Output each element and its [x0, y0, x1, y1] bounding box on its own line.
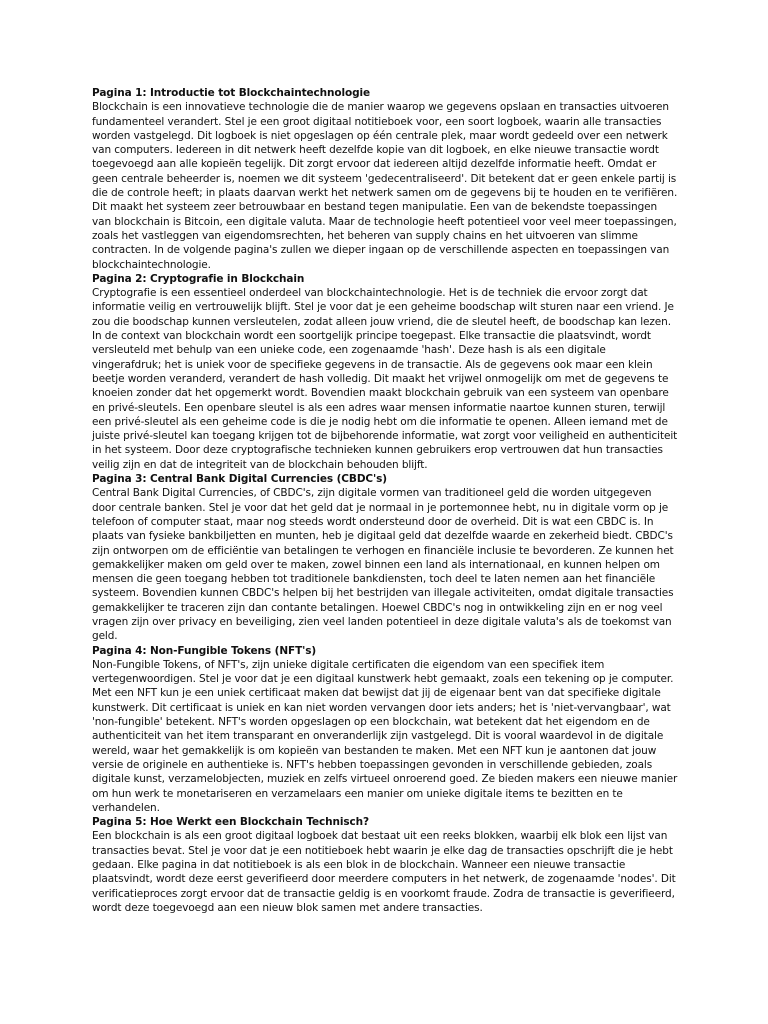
document-page: [92, 86, 678, 915]
section-paragraph: Blockchain is een innovatieve technologie die de manier waarop we gegevens opslaan en transacties uitvoeren fundamenteel verandert. Stel je een groot digitaal notitieboek voor, een soort logboek, waarin alle transacties worden vastgelegd. Dit logboek is niet opgeslagen op één centrale plek, maar wordt gedeeld over een netwerk van computers. Iedereen in dit netwerk heeft dezelfde kopie van dit logboek, en elke nieuwe transactie wordt toegevoegd aan alle kopieën tegelijk. Dit zorgt ervoor dat iedereen altijd dezelfde informatie heeft. Omdat er geen centrale beheerder is, noemen we dit systeem 'gedecentraliseerd'. Dit betekent dat er geen enkele partij is die de controle heeft; in plaats daarvan werkt het netwerk samen om de gegevens bij te houden en te verifiëren. Dit maakt het systeem zeer betrouwbaar en bestand tegen manipulatie. Een van de bekendste toepassingen van blockchain is Bitcoin, een digitale valuta. Maar de technologie heeft potentieel voor veel meer toepassingen, zoals het vastleggen van eigendomsrechten, het beheren van supply chains en het uitvoeren van slimme contracten. In de volgende pagina's zullen we dieper ingaan op de verschillende aspecten en toepassingen van blockchaintechnologie.: [92, 101, 678, 271]
section-5: [92, 815, 678, 915]
section-heading: Pagina 4: Non-Fungible Tokens (NFT's): [92, 644, 317, 657]
section-heading: Pagina 2: Cryptografie in Blockchain: [92, 272, 305, 285]
section-1: [92, 86, 678, 272]
section-heading: Pagina 3: Central Bank Digital Currencies (CBDC's): [92, 473, 387, 486]
section-paragraph: Central Bank Digital Currencies, of CBDC's, zijn digitale vormen van traditioneel geld die worden uitgegeven door centrale banken. Stel je voor dat het geld dat je normaal in je portemonnee hebt, nu in digitale vorm op je telefoon of computer staat, maar nog steeds wordt ondersteund door de overheid. Dit is wat een CBDC is. In plaats van fysieke bankbiljetten en munten, heb je digitaal geld dat dezelfde waarde en zekerheid biedt. CBDC's zijn ontworpen om de efficiëntie van betalingen te verhogen en financiële inclusie te bevorderen. Ze kunnen het gemakkelijker maken om geld over te maken, zowel binnen een land als internationaal, en kunnen helpen om mensen die geen toegang hebben tot traditionele bankdiensten, toch deel te laten nemen aan het financiële systeem. Bovendien kunnen CBDC's helpen bij het bestrijden van illegale activiteiten, omdat digitale transacties gemakkelijker te traceren zijn dan contante betalingen. Hoewel CBDC's nog in ontwikkeling zijn en er nog veel vragen zijn over privacy en beveiliging, zien veel landen potentieel in deze digitale valuta's als de toekomst van geld.: [92, 487, 674, 643]
section-2: [92, 272, 678, 472]
section-3: [92, 472, 678, 644]
section-4: [92, 644, 678, 816]
section-heading: Pagina 5: Hoe Werkt een Blockchain Technisch?: [92, 816, 370, 829]
section-paragraph: Een blockchain is als een groot digitaal logboek dat bestaat uit een reeks blokken, waarbij elk blok een lijst van transacties bevat. Stel je voor dat je een notitieboek hebt waarin je elke dag de transacties opschrijft die je hebt gedaan. Elke pagina in dat notitieboek is als een blok in de blockchain. Wanneer een nieuwe transactie plaatsvindt, wordt deze eerst geverifieerd door meerdere computers in het netwerk, de zogenaamde 'nodes'. Dit verificatieproces zorgt ervoor dat de transactie geldig is en voorkomt fraude. Zodra de transactie is geverifieerd, wordt deze toegevoegd aan een nieuw blok samen met andere transacties.: [92, 830, 676, 914]
section-paragraph: Cryptografie is een essentieel onderdeel van blockchaintechnologie. Het is de techniek die ervoor zorgt dat informatie veilig en vertrouwelijk blijft. Stel je voor dat je een geheime boodschap wilt sturen naar een vriend. Je zou die boodschap kunnen versleutelen, zodat alleen jouw vriend, die de sleutel heeft, de boodschap kan lezen. In de context van blockchain wordt een soortgelijk principe toegepast. Elke transactie die plaatsvindt, wordt versleuteld met behulp van een unieke code, een zogenaamde 'hash'. Deze hash is als een digitale vingerafdruk; het is uniek voor de specifieke gegevens in de transactie. Als de gegevens ook maar een klein beetje worden veranderd, verandert de hash volledig. Dit maakt het vrijwel onmogelijk om met de gegevens te knoeien zonder dat het opgemerkt wordt. Bovendien maakt blockchain gebruik van een systeem van openbare en privé-sleutels. Een openbare sleutel is als een adres waar mensen informatie naartoe kunnen sturen, terwijl een privé-sleutel als een geheime code is die je nodig hebt om die informatie te openen. Alleen iemand met de juiste privé-sleutel kan toegang krijgen tot de bijbehorende informatie, wat zorgt voor veiligheid en authenticiteit in het systeem. Door deze cryptografische technieken kunnen gebruikers erop vertrouwen dat hun transacties veilig zijn en dat de integriteit van de blockchain behouden blijft.: [92, 287, 678, 471]
section-paragraph: Non-Fungible Tokens, of NFT's, zijn unieke digitale certificaten die eigendom van een specifiek item vertegenwoordigen. Stel je voor dat je een digitaal kunstwerk hebt gemaakt, zoals een tekening op je computer. Met een NFT kun je een uniek certificaat maken dat bewijst dat jij de eigenaar bent van dat specifieke digitale kunstwerk. Dit certificaat is uniek en kan niet worden vervangen door iets anders; het is 'niet-vervangbaar', wat 'non-fungible' betekent. NFT's worden opgeslagen op een blockchain, wat betekent dat het eigendom en de authenticiteit van het item transparant en onveranderlijk zijn vastgelegd. Dit is vooral waardevol in de digitale wereld, waar het gemakkelijk is om kopieën van bestanden te maken. Met een NFT kun je aantonen dat jouw versie de originele en authentieke is. NFT's hebben toepassingen gevonden in verschillende gebieden, zoals digitale kunst, verzamelobjecten, muziek en zelfs virtueel onroerend goed. Ze bieden makers een nieuwe manier om hun werk te monetariseren en verzamelaars een manier om unieke digitale items te bezitten en te verhandelen.: [92, 658, 678, 814]
section-heading: Pagina 1: Introductie tot Blockchaintechnologie: [92, 87, 371, 99]
